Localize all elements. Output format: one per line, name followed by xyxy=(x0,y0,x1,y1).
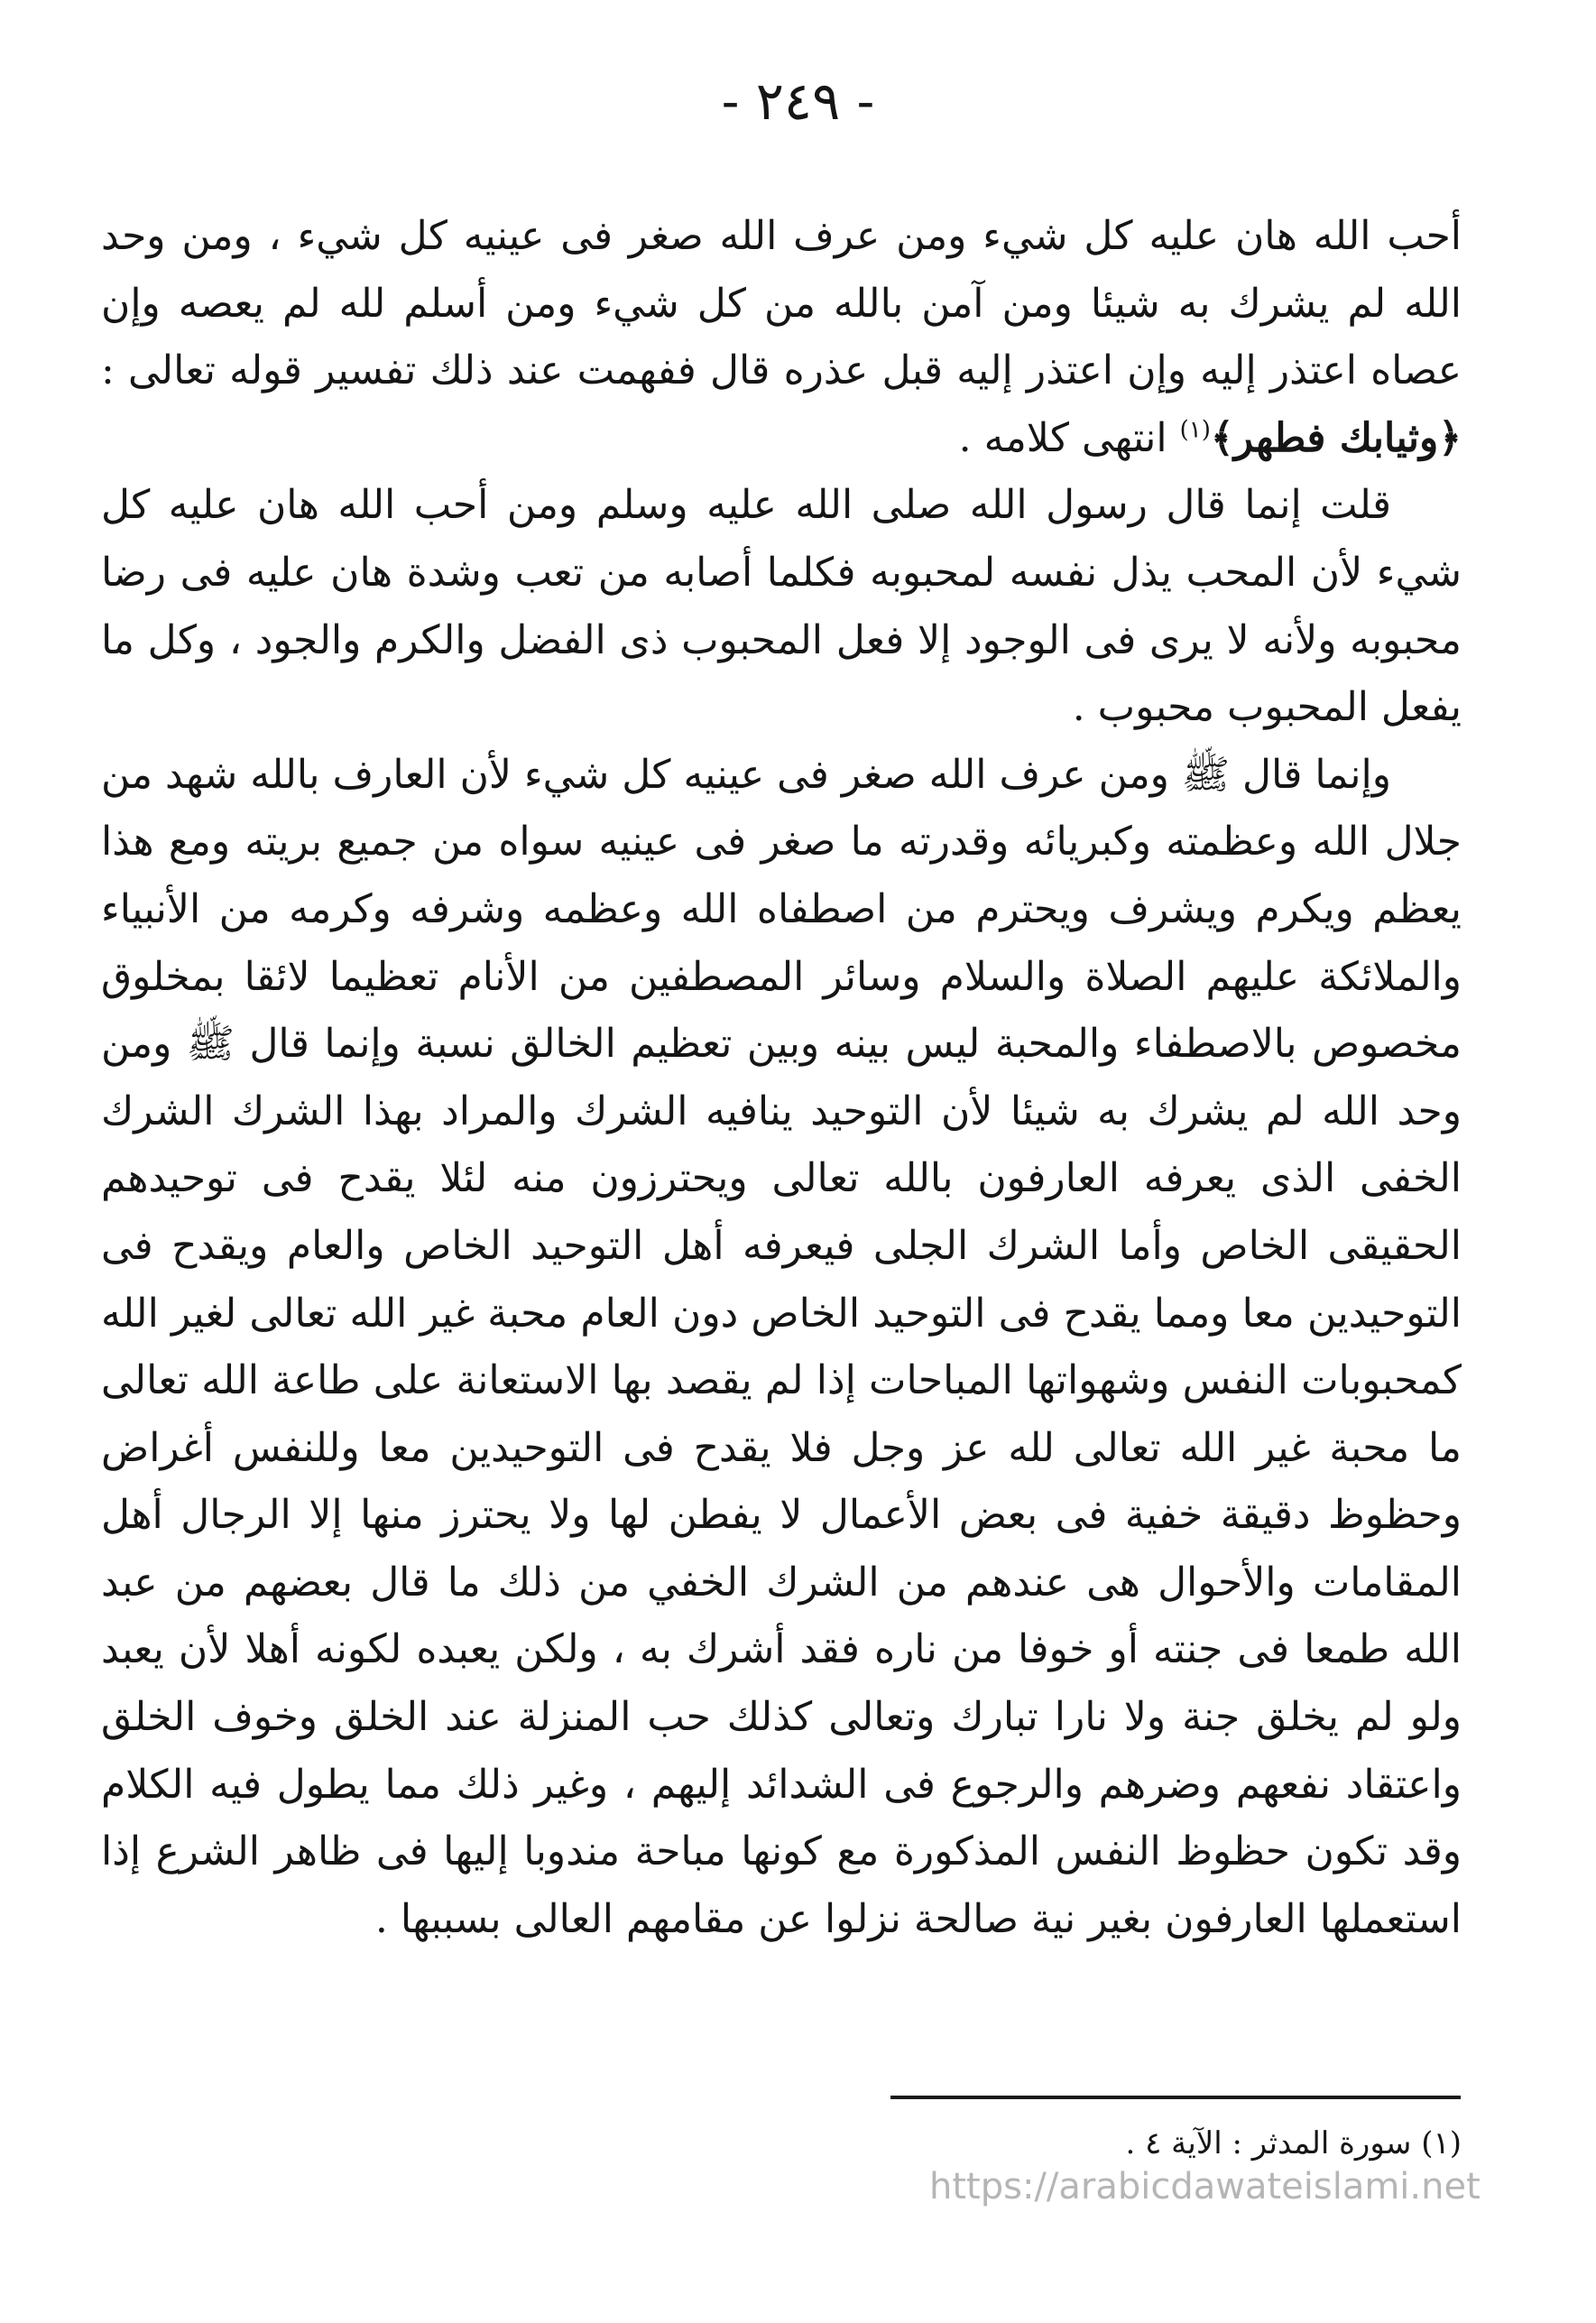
page-number: - ٢٤٩ - xyxy=(721,70,875,132)
watermark-url: https://arabicdawateislami.net xyxy=(929,2166,1481,2207)
quran-verse: ﴿وثيابك فطهر﴾ xyxy=(1210,414,1462,461)
main-text xyxy=(101,203,1462,1953)
footnote: (١) سورة المدثر : الآية ٤ . xyxy=(1125,2125,1462,2161)
paragraph-3: وإنما قال ﷺ ومن عرف الله صغر فى عينيه كل شيء لأن العارف بالله شهد من جلال الله وعظمته وكبريائه وقدرته ما صغر فى عينيه سواه من جميع بريته ومع هذا يعظم ويكرم ويشرف ويحترم من اصطفاه الله وعظمه وشرفه وكرمه من الأنبياء والملائكة عليهم الصلاة والسلام وسائر المصطفين من الأنام تعظيما لائقا بمخلوق مخصوص بالاصطفاء والمحبة ليس بينه وبين تعظيم الخالق نسبة وإنما قال ﷺ ومن وحد الله لم يشرك به شيئا لأن التوحيد ينافيه الشرك والمراد بهذا الشرك الشرك الخفى الذى يعرفه العارفون بالله تعالى ويحترزون منه لئلا يقدح فى توحيدهم الحقيقى الخاص وأما الشرك الجلى فيعرفه أهل التوحيد الخاص والعام ويقدح فى التوحيدين معا ومما يقدح فى التوحيد الخاص دون العام محبة غير الله تعالى لغير الله كمحبوبات النفس وشهواتها المباحات إذا لم يقصد بها الاستعانة على طاعة الله تعالى ما محبة غير الله تعالى لله عز وجل فلا يقدح فى التوحيدين معا وللنفس أغراض وحظوظ دقيقة خفية فى بعض الأعمال لا يفطن لها ولا يحترز منها إلا الرجال أهل المقامات والأحوال هى عندهم من الشرك الخفي من ذلك ما قال بعضهم من عبد الله طمعا فى جنته أو خوفا من ناره فقد أشرك به ، ولكن يعبده لكونه أهلا لأن يعبد ولو لم يخلق جنة ولا نارا تبارك وتعالى كذلك حب المنزلة عند الخلق وخوف الخلق واعتقاد نفعهم وضرهم والرجوع فى الشدائد إليهم ، وغير ذلك مما يطول فيه الكلام وقد تكون حظوظ النفس المذكورة مع كونها مباحة مندوبا إليها فى ظاهر الشرع إذا استعملها العارفون بغير نية صالحة نزلوا عن مقامهم العالى بسببها . xyxy=(101,751,1462,1942)
footnote-divider xyxy=(890,2096,1461,2099)
footnote-reference: (١) xyxy=(1179,416,1211,444)
paragraph-1-tail: انتهى كلامه . xyxy=(958,414,1180,461)
paragraph-2: قلت إنما قال رسول الله صلى الله عليه وسلم ومن أحب الله هان عليه كل شيء لأن المحب يذل نفسه لمحبوبه فكلما أصابه من تعب وشدة هان عليه فى رضا محبوبه ولأنه لا يرى فى الوجود إلا فعل المحبوب ذى الفضل والكرم والجود ، وكل ما يفعل المحبوب محبوب . xyxy=(101,482,1462,731)
paragraph-1 xyxy=(101,203,1462,472)
paragraph-1-text: أحب الله هان عليه كل شيء ومن عرف الله صغر فى عينيه كل شيء ، ومن وحد الله لم يشرك به شيئا ومن آمن بالله من كل شيء ومن أسلم لله لم يعصه وإن عصاه اعتذر إليه وإن اعتذر إليه قبل عذره قال ففهمت عند ذلك تفسير قوله تعالى : xyxy=(101,213,1462,394)
